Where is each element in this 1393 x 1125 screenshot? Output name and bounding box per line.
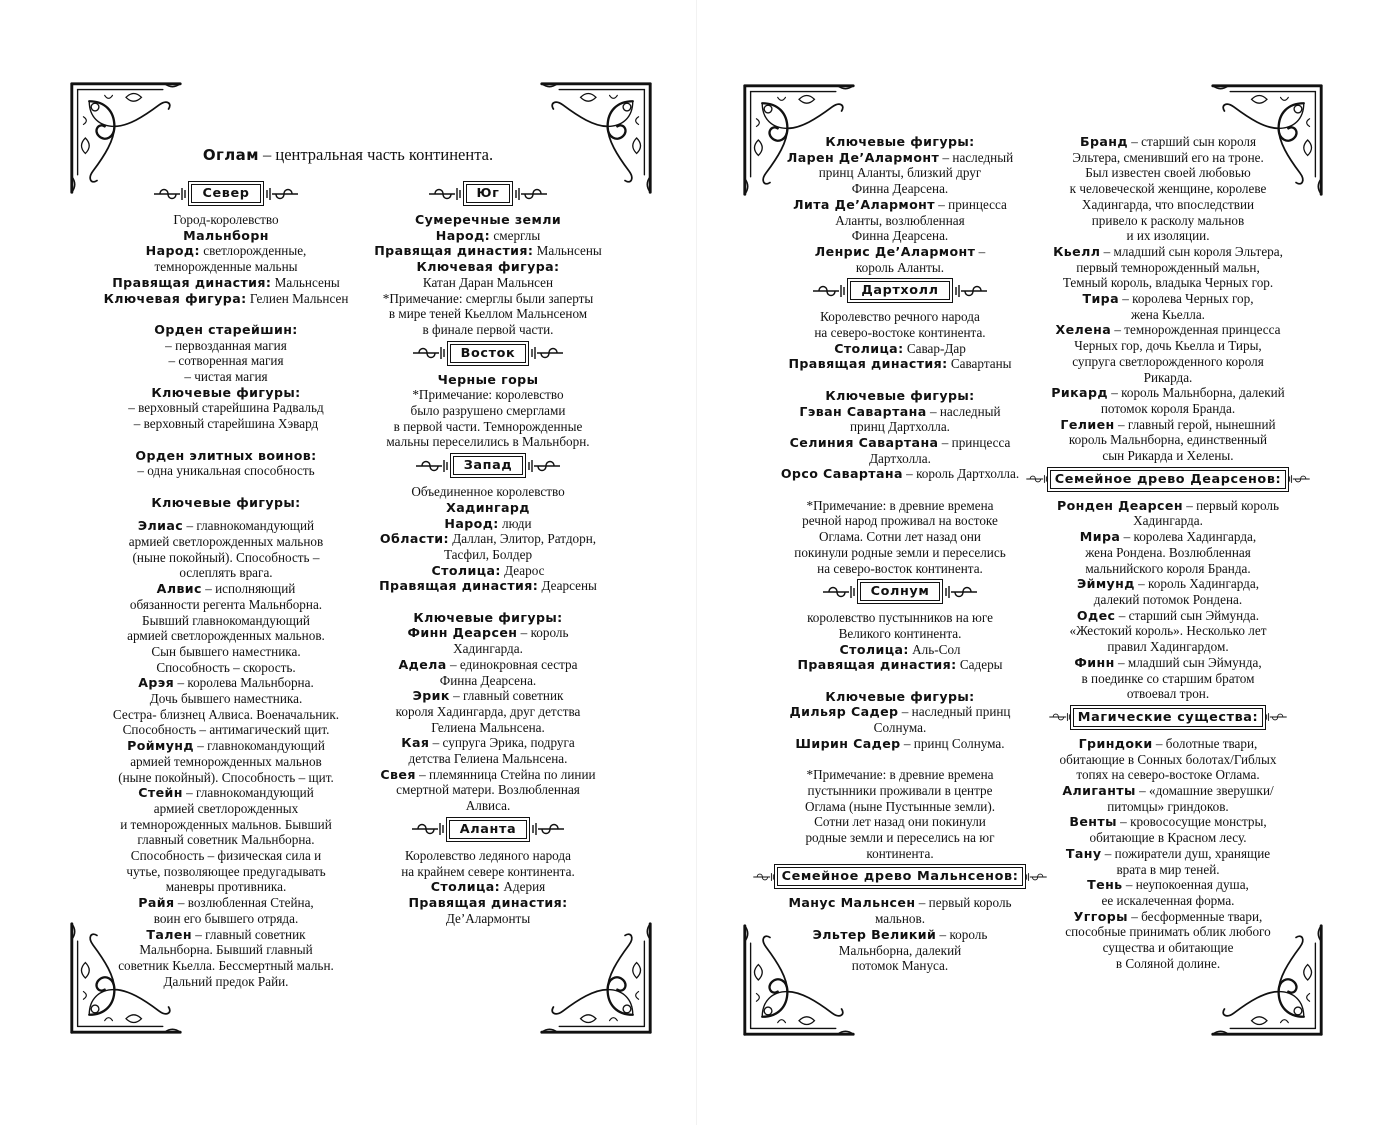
text-line: Королевство ледяного народа (405, 847, 571, 863)
region-name: Сумеречные земли (414, 212, 562, 227)
entry: Гриндоки – болотные твари, (1078, 735, 1258, 751)
text-line: существа и обитающие (1102, 940, 1234, 956)
entry: Тану – пожиратели душ, хранящие (1065, 845, 1271, 861)
text-line: Королевство речного народа (820, 309, 980, 325)
intro-bold: Оглам (202, 145, 259, 164)
section-title: Аланта (449, 820, 527, 839)
text-line: Эльтера, сменивший его на троне. (1072, 149, 1264, 165)
header-flourish-icon (532, 821, 566, 837)
entry: Райя – возлюбленная Стейна, (138, 895, 314, 911)
header-flourish-icon (152, 186, 186, 202)
people-line: Народ: светлорожденные, (145, 243, 307, 259)
section-title: Магические существа: (1073, 708, 1263, 727)
text-line: Мальнборна, далекий (838, 942, 962, 958)
text-line: к человеческой женщине, королеве (1069, 181, 1267, 197)
entry: Роймунд – главнокомандующий (127, 738, 325, 754)
note-line: *Примечание: королевство (412, 387, 564, 403)
right-page (697, 0, 1393, 1125)
text-line: ослеплять врага. (179, 565, 273, 581)
text-line: мальнийского короля Бранда. (1085, 560, 1251, 576)
section-header-east (358, 344, 618, 363)
text-line: Бывший главнокомандующий (142, 612, 310, 628)
subheading: Ключевые фигуры: (413, 609, 563, 625)
entry: Орсо Савартана – король Дартхолла. (780, 466, 1020, 482)
people-line: Народ: люди (444, 515, 532, 531)
subheading: Правящая династия: (408, 895, 568, 910)
text-line: ее искалеченная форма. (1101, 892, 1235, 908)
section-header-south (358, 184, 618, 203)
entry: Бранд – старший сын короля (1079, 134, 1257, 149)
section-title: Дартхолл (850, 281, 949, 300)
text-line: Финна Деарсена. (439, 672, 537, 688)
note-line: в финале первой части. (422, 321, 554, 337)
section-title: Восток (450, 344, 527, 363)
header-flourish-icon (410, 821, 444, 837)
header-flourish-icon (1048, 709, 1070, 725)
entry: Хелена – темнорожденная принцесса (1055, 322, 1281, 338)
text-line: топях на северо-востоке Оглама. (1076, 767, 1260, 783)
text-line: потомок Мануса. (851, 958, 949, 974)
text-line: и их изоляции. (1126, 228, 1210, 244)
subheading: Ключевые фигуры: (151, 494, 301, 510)
entry: Дильяр Садер – наследный принц (789, 704, 1011, 720)
people-line: Народ: смерглы (435, 227, 541, 243)
section-header-malnsen-tree (759, 867, 1041, 886)
right-column-2 (1027, 134, 1309, 971)
text-line: отвоевал трон. (1126, 686, 1210, 702)
entry: Элиас – главнокомандующий (137, 518, 315, 534)
text-line: Дальний предок Райи. (163, 973, 289, 989)
text-line: принц Аланты, близкий друг (818, 165, 982, 181)
dynasty-line: Правящая династия: Садеры (797, 657, 1003, 673)
entry: Мира – королева Хадингарда, (1079, 529, 1257, 545)
dynasty-line: Правящая династия: Савартаны (788, 356, 1012, 372)
section-header-west (358, 456, 618, 475)
note-line: континента. (866, 845, 934, 861)
text-line: Способность – скорость. (156, 659, 296, 675)
text-line: обитающие в Красном лесу. (1089, 830, 1247, 846)
section-header-north (90, 184, 362, 203)
text-line: советник Кьелла. Бессмертный мальн. (118, 958, 334, 973)
note-line: Сотни лет назад они покинули (814, 814, 986, 830)
entry: Манус Мальнсен – первый король (788, 895, 1012, 911)
text-line: потомок короля Бранда. (1100, 400, 1236, 416)
intro-text: – центральная часть континента. (258, 144, 494, 164)
note-line: *Примечание: в древние времена (806, 497, 994, 513)
capital-line: Столица: Деарос (431, 562, 545, 578)
text-line: на северо-востоке континента. (814, 325, 986, 341)
text-line: Способность – антимагический щит. (122, 722, 330, 738)
text-line: армией светлорожденных мальнов. (127, 628, 325, 644)
text-line: Финна Деарсена. (851, 228, 949, 244)
entry: Эльтер Великий – король (812, 926, 988, 942)
regions-line: Области: Даллан, Элитор, Ратдорн, (379, 531, 597, 547)
header-flourish-icon (945, 584, 979, 600)
entry: Гэван Савартана – наследный (799, 403, 1001, 419)
text-line: – верховный старейшина Хэвард (133, 416, 319, 432)
text-line: привело к расколу мальнов (1091, 212, 1245, 228)
entry: Гелиен – главный герой, нынешний (1060, 416, 1276, 432)
entry: Ларен Де’Алармонт – наследный (786, 149, 1014, 165)
entry: Свея – племянница Стейна по линии (380, 766, 596, 782)
section-title: Семейное древо Мальнсенов: (777, 867, 1024, 886)
section-title: Семейное древо Деарсенов: (1050, 470, 1286, 489)
text-line: чутье, позволяющее предугадывать (126, 863, 326, 879)
text-line: Алвиса. (465, 798, 511, 814)
text-line: маневры противника. (165, 879, 287, 895)
text-line: Хадингарда, что впоследствии (1081, 196, 1255, 212)
text-line: Хадингарда. (453, 641, 523, 657)
intro-line (0, 145, 696, 165)
note-line: Оглама. Сотни лет назад они (819, 529, 981, 545)
subheading: Ключевые фигуры: (825, 134, 975, 149)
capital-line: Столица: Савар-Дар (834, 340, 966, 356)
text-line: Гелиена Мальнсена. (431, 719, 545, 735)
section-header-dearsen-tree (1027, 470, 1309, 489)
text-line: (ныне покойный). Способность – (132, 549, 320, 565)
north-column (90, 178, 362, 989)
text-line: сын Рикарда и Хелены. (1102, 448, 1234, 464)
text-line: Дартхолла. (869, 450, 931, 466)
header-flourish-icon (414, 458, 448, 474)
subheading: Ключевые фигуры: (825, 387, 975, 403)
text-line: темнорожденные мальны (154, 259, 298, 275)
subheading: Орден старейшин: (154, 321, 298, 337)
text-line: в Соляной долине. (1115, 955, 1221, 971)
text-line: Хадингарда. (1133, 513, 1203, 529)
text-line: армией светлорожденных (153, 800, 299, 816)
text-line: Великого континента. (838, 625, 962, 641)
dynasty-line: Правящая династия: Деарсены (379, 578, 597, 594)
note-line: *Примечание: в древние времена (806, 767, 994, 783)
entry: Лита Де’Алармонт – принцесса (793, 196, 1007, 212)
capital-line: Столица: Адерия (430, 879, 546, 895)
section-header-alanta (358, 820, 618, 839)
section-title: Запад (453, 456, 524, 475)
note-line: на северо-восток континента. (817, 560, 983, 576)
text-line: Был известен своей любовью (1085, 165, 1251, 181)
header-flourish-icon (811, 283, 845, 299)
text-line: смертной матери. Возлюбленная (396, 782, 580, 798)
text-line: врата в мир теней. (1116, 861, 1220, 877)
subheading: Ключевые фигуры: (151, 384, 301, 400)
text-line: Темный король, владыка Черных гор. (1062, 275, 1274, 291)
text-line: – одна уникальная способность (137, 463, 315, 479)
section-title: Юг (466, 184, 511, 203)
text-line: «Жестокий король». Несколько лет (1069, 623, 1267, 639)
note-line: в мире теней Кьеллом Мальнсеном (388, 306, 588, 322)
text-line: армией светлорожденных мальнов (128, 534, 324, 550)
text-line: короля Хадингарда, друг детства (395, 703, 581, 719)
text-line: жена Рондена. Возлюбленная (1085, 544, 1251, 560)
text-line: (ныне покойный). Способность – щит. (118, 769, 334, 785)
text-line: на крайнем севере континента. (401, 863, 575, 879)
text-line: Солнума. (873, 720, 927, 736)
note-line: пустынники проживали в центре (807, 782, 993, 798)
text-line: король Мальнборна, единственный (1068, 432, 1268, 448)
text-line: Мальнборна. Бывший главный (139, 942, 313, 958)
subheading: Ключевая фигура: (416, 259, 560, 275)
text-line: Тасфил, Болдер (443, 546, 533, 562)
region-name: Хадингард (446, 499, 530, 515)
note-line: было разрушено смерглами (410, 403, 566, 419)
text-line: – первозданная магия (165, 337, 287, 353)
header-flourish-icon (411, 345, 445, 361)
entry: Кая – супруга Эрика, подруга (401, 735, 575, 751)
text-line: Де’Алармонты (445, 910, 531, 926)
entry: Рикард – король Мальнборна, далекий (1051, 385, 1285, 401)
entry: Арэя – королева Мальнборна. (138, 675, 314, 691)
header-flourish-icon (821, 584, 855, 600)
text-line: жена Кьелла. (1131, 306, 1205, 322)
text-line: король Аланты. (855, 259, 945, 275)
entry: Эймунд – король Хадингарда, (1076, 576, 1259, 592)
text-line: мальнов. (875, 911, 925, 927)
section-header-magic-creatures (1027, 708, 1309, 727)
header-flourish-icon (1289, 471, 1311, 487)
entry: Финн Деарсен – король (407, 625, 569, 641)
header-flourish-icon (266, 186, 300, 202)
text-line: обязанности регента Мальнборна. (129, 596, 323, 612)
header-flourish-icon (427, 186, 461, 202)
text-line: детства Гелиена Мальнсена. (408, 751, 568, 767)
entry: Уггоры – бесформенные твари, (1073, 908, 1263, 924)
left-page (0, 0, 696, 1125)
text-line: в поединке со старшим братом (1081, 670, 1255, 686)
text-line: королевство пустынников на юге (807, 610, 993, 626)
entry: Тира – королева Черных гор, (1082, 291, 1254, 307)
entry: Тень – неупокоенная душа, (1087, 877, 1249, 893)
note-line: Оглама (ныне Пустынные земли). (804, 798, 996, 814)
text-line: Город-королевство (173, 212, 279, 227)
subheading: Орден элитных воинов: (135, 447, 317, 463)
text-line: Катан Даран Мальнсен (422, 274, 554, 290)
text-line: – верховный старейшина Радвальд (128, 400, 324, 416)
section-header-solnum (759, 582, 1041, 601)
text-line: Сестра- близнец Алвиса. Военачальник. (112, 706, 340, 722)
text-line: Сын бывшего наместника. (151, 643, 301, 659)
header-flourish-icon (955, 283, 989, 299)
header-flourish-icon (531, 345, 565, 361)
header-flourish-icon (515, 186, 549, 202)
header-flourish-icon (1266, 709, 1288, 725)
entry: Ленрис Де’Алармонт – (814, 243, 986, 259)
text-line: обитающие в Сонных болотах/Гиблых (1059, 751, 1277, 767)
south-west-column (358, 178, 618, 926)
note-line: покинули родные земли и переселись (794, 544, 1006, 560)
note-line: мальны переселились в Мальнборн. (386, 434, 590, 450)
text-line: правил Хадингардом. (1107, 639, 1229, 655)
region-name: Черные горы (437, 371, 539, 387)
entry: Ронден Деарсен – первый король (1056, 497, 1280, 513)
text-line: Черных гор, дочь Кьелла и Тиры, (1074, 338, 1262, 354)
subheading: Ключевые фигуры: (825, 688, 975, 704)
section-title: Солнум (860, 582, 941, 601)
section-header-dartholl (759, 281, 1041, 300)
city-name: Мальнборн (183, 227, 269, 243)
entry: Финн – младший сын Эймунда, (1074, 654, 1262, 670)
dynasty-line: Правящая династия: Мальнсены (374, 243, 602, 259)
entry: Кьелл – младший сын короля Эльтера, (1053, 243, 1283, 259)
text-line: воин его бывшего отряда. (153, 910, 299, 926)
entry: Одес – старший сын Эймунда. (1076, 607, 1260, 623)
text-line: и темнорожденных мальнов. Бывший (120, 816, 332, 832)
text-line: – чистая магия (184, 369, 268, 385)
text-line: Аланты, возлюбленная (835, 212, 965, 228)
text-line: Рикарда. (1143, 369, 1193, 385)
note-line: в первой части. Темнорожденные (393, 418, 583, 434)
entry: Эрик – главный советник (412, 688, 564, 704)
corner-ornament-icon (536, 918, 656, 1038)
text-line: далекий потомок Рондена. (1093, 591, 1243, 607)
entry: Ширин Садер – принц Солнума. (795, 735, 1005, 751)
text-line: армией темнорожденных мальнов (130, 753, 322, 769)
note-line: родные земли и переселись на юг (805, 830, 995, 846)
text-line: Дочь бывшего наместника. (149, 691, 303, 707)
capital-line: Столица: Аль-Сол (839, 641, 961, 657)
entry: Алвис – исполняющий (156, 581, 296, 597)
header-flourish-icon (1025, 471, 1047, 487)
key-figure-line: Ключевая фигура: Гелиен Мальнсен (103, 290, 349, 306)
text-line: Объединенное королевство (411, 484, 565, 500)
text-line: способные принимать облик любого (1065, 924, 1271, 940)
text-line: первый темнорожденный мальн, (1076, 259, 1260, 275)
note-line: *Примечание: смерглы были заперты (382, 290, 594, 306)
text-line: – сотворенная магия (168, 353, 284, 369)
entry: Адела – единокровная сестра (398, 656, 578, 672)
text-line: принц Дартхолла. (850, 419, 950, 435)
dynasty-line: Правящая династия: Мальнсены (112, 274, 340, 290)
header-flourish-icon (528, 458, 562, 474)
entry: Тален – главный советник (146, 926, 306, 942)
text-line: Способность – физическая сила и (130, 848, 322, 864)
entry: Стейн – главнокомандующий (138, 785, 314, 801)
text-line: Финна Деарсена. (851, 181, 949, 197)
entry: Алиганты – «домашние зверушки/ (1062, 783, 1274, 799)
text-line: главный советник Мальнборна. (137, 832, 315, 848)
note-line: речной народ проживал на востоке (802, 513, 998, 529)
right-column-1 (759, 134, 1041, 974)
entry: Селиния Савартана – принцесса (789, 434, 1011, 450)
text-line: питомцы» гриндоков. (1107, 798, 1229, 814)
text-line: супруга светлорожденного короля (1072, 353, 1264, 369)
entry: Венты – кровососущие монстры, (1069, 814, 1267, 830)
section-title: Север (191, 184, 260, 203)
header-flourish-icon (752, 869, 774, 885)
